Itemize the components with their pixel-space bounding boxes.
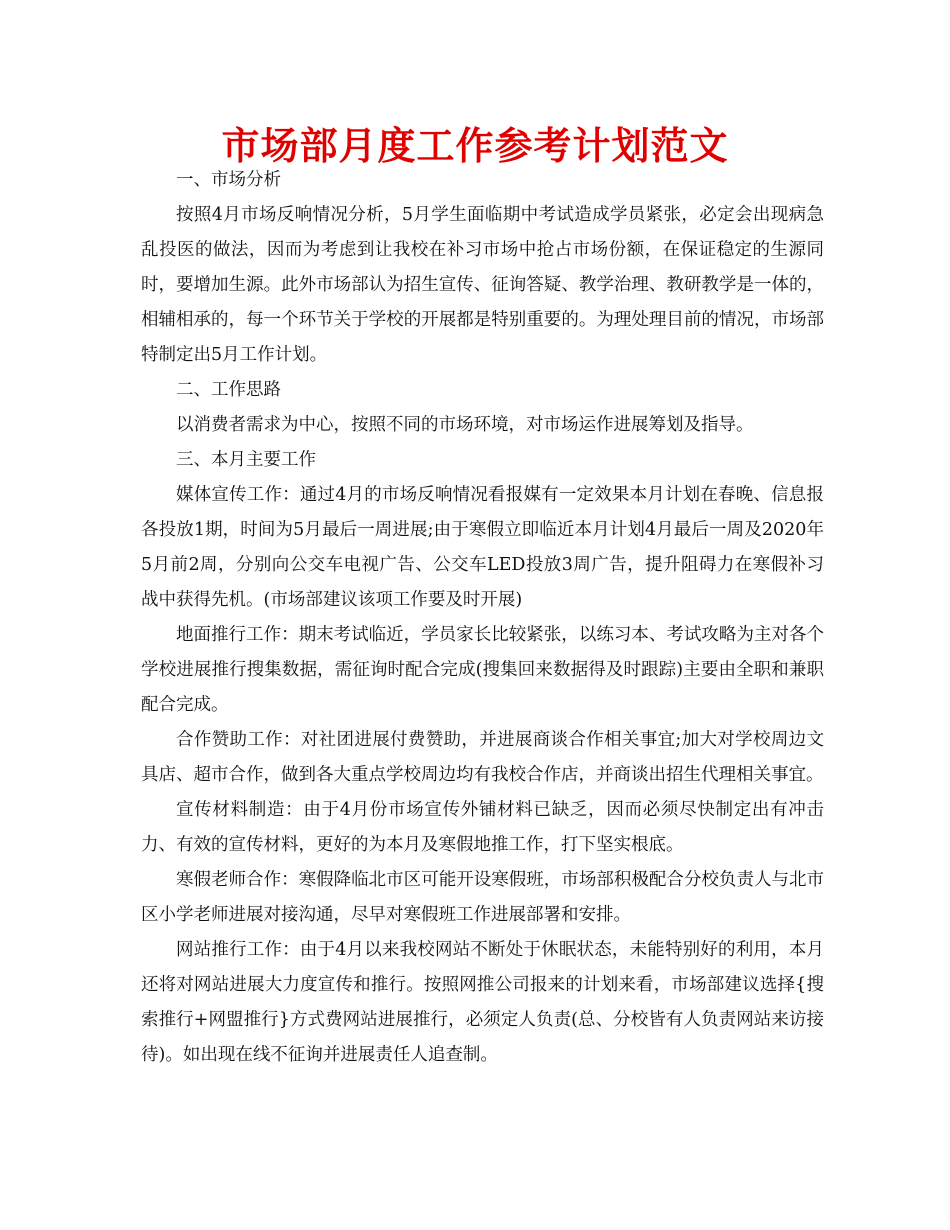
paragraph-media-promotion: 媒体宣传工作：通过4月的市场反响情况看报媒有一定效果本月计划在春晚、信息报各投放1期，时间为5月最后一周进展;由于寒假立即临近本月计划4月最后一周及2020年5月前2周，分别向公交车电视广告、公交车LED投放3周广告，提升阻碍力在寒假补习战中获得先机。(市场部建议该项工作要及时开展) <box>141 485 824 610</box>
paragraph-ground-promotion: 地面推行工作：期末考试临近，学员家长比较紧张，以练习本、考试攻略为主对各个学校进展推行搜集数据，需征询时配合完成(搜集回来数据得及时跟踪)主要由全职和兼职配合完成。 <box>141 625 824 715</box>
document-title: 市场部月度工作参考计划范文 <box>221 124 729 168</box>
paragraph-market-analysis: 按照4月市场反响情况分析，5月学生面临期中考试造成学员紧张，必定会出现病急乱投医的做法，因而为考虑到让我校在补习市场中抢占市场份额，在保证稳定的生源同时，要增加生源。此外市场部认为招生宣传、征询答疑、教学治理、教研教学是一体的，相辅相承的，每一个环节关于学校的开展都是特别重要的。为理处理目前的情况，市场部特制定出5月工作计划。 <box>141 205 824 365</box>
document-body <box>141 163 824 1073</box>
section-heading-main-work: 三、本月主要工作 <box>176 450 316 470</box>
section-heading-market-analysis: 一、市场分析 <box>176 170 281 190</box>
paragraph-work-approach: 以消费者需求为中心，按照不同的市场环境，对市场运作进展筹划及指导。 <box>176 415 754 435</box>
paragraph-promo-materials: 宣传材料制造：由于4月份市场宣传外铺材料已缺乏，因而必须尽快制定出有冲击力、有效的宣传材料，更好的为本月及寒假地推工作，打下坚实根底。 <box>141 800 824 855</box>
paragraph-teacher-cooperation: 寒假老师合作：寒假降临北市区可能开设寒假班，市场部积极配合分校负责人与北市区小学老师进展对接沟通，尽早对寒假班工作进展部署和安排。 <box>141 870 824 925</box>
section-heading-work-approach: 二、工作思路 <box>176 380 281 400</box>
paragraph-sponsorship: 合作赞助工作：对社团进展付费赞助，并进展商谈合作相关事宜;加大对学校周边文具店、超市合作，做到各大重点学校周边均有我校合作店，并商谈出招生代理相关事宜。 <box>141 730 824 785</box>
paragraph-website-promotion: 网站推行工作：由于4月以来我校网站不断处于休眠状态，未能特别好的利用，本月还将对网站进展大力度宣传和推行。按照网推公司报来的计划来看，市场部建议选择{搜索推行+网盟推行}方式费网站进展推行，必须定人负责(总、分校皆有人负责网站来访接待)。如出现在线不征询并进展责任人追查制。 <box>141 940 824 1065</box>
